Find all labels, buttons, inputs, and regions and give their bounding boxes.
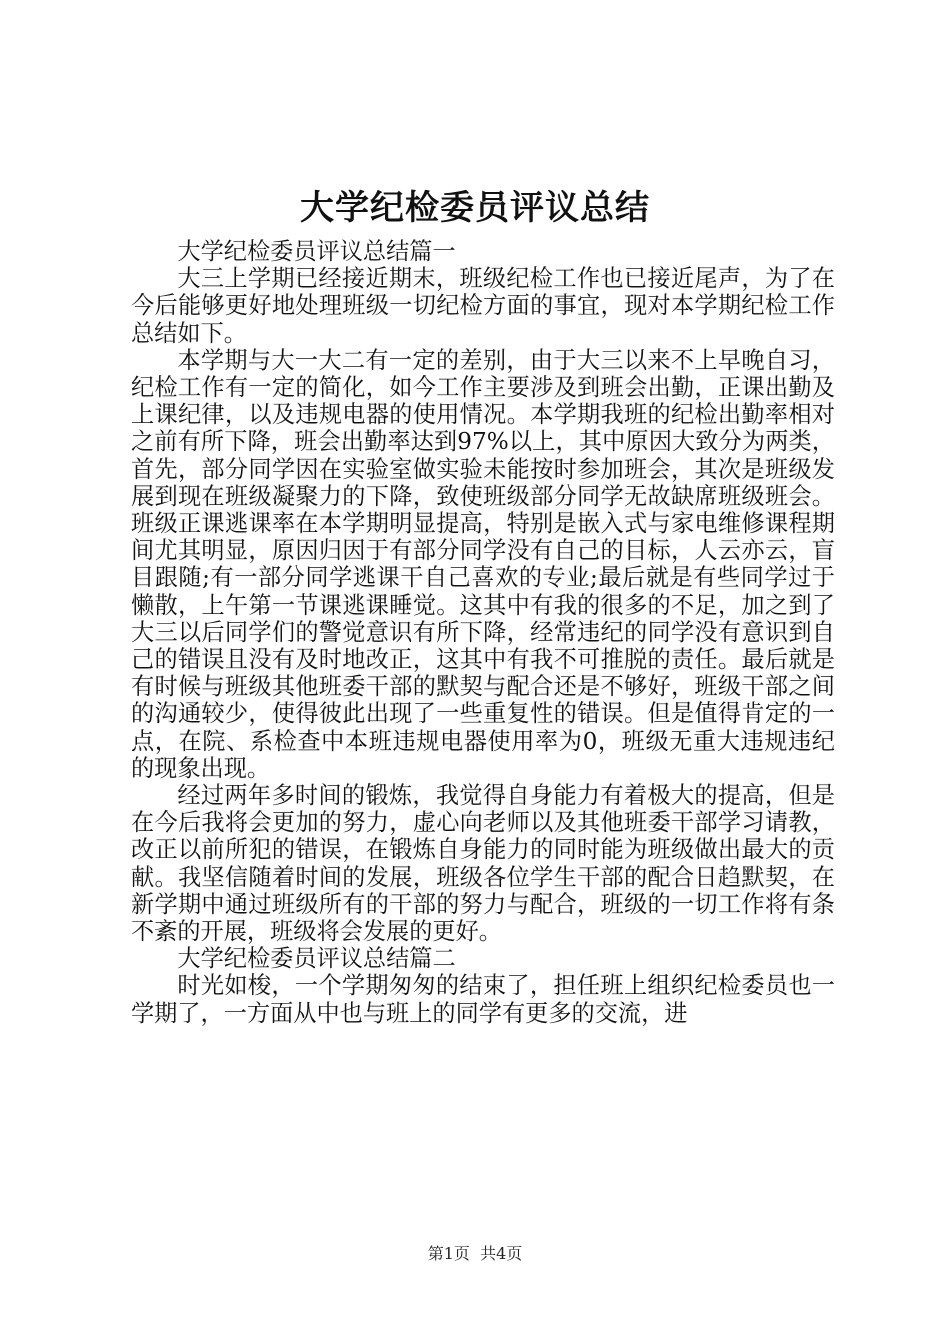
document-body [131, 238, 835, 1027]
footer-separator [470, 1244, 480, 1263]
section-heading-2: 大学纪检委员评议总结篇二 [177, 945, 456, 973]
paragraph: 大三上学期已经接近期末，班级纪检工作也已接近尾声，为了在今后能够更好地处理班级一切纪检方面的事宜，现对本学期纪检工作总结如下。 [131, 265, 835, 347]
section-heading-1: 大学纪检委员评议总结篇一 [177, 238, 456, 265]
page-footer [0, 1244, 950, 1264]
page-total: 共4页 [480, 1244, 523, 1263]
page-number: 第1页 [427, 1244, 470, 1263]
paragraph: 时光如梭，一个学期匆匆的结束了，担任班上组织纪检委员也一学期了，一方面从中也与班上的同学有更多的交流，进 [131, 972, 835, 1027]
paragraph: 经过两年多时间的锻炼，我觉得自身能力有着极大的提高，但是在今后我将会更加的努力，虚心向老师以及其他班委干部学习请教，改正以前所犯的错误，在锻炼自身能力的同时能为班级做出最大的贡献。我坚信随着时间的发展，班级各位学生干部的配合日趋默契，在新学期中通过班级所有的干部的努力与配合，班级的一切工作将有条不紊的开展，班级将会发展的更好。 [131, 782, 835, 946]
paragraph: 本学期与大一大二有一定的差别，由于大三以来不上早晚自习，纪检工作有一定的简化，如今工作主要涉及到班会出勤，正课出勤及上课纪律，以及违规电器的使用情况。本学期我班的纪检出勤率相对之前有所下降，班会出勤率达到97%以上，其中原因大致分为两类，首先，部分同学因在实验室做实验未能按时参加班会，其次是班级发展到现在班级凝聚力的下降，致使班级部分同学无故缺席班级班会。班级正课逃课率在本学期明显提高，特别是嵌入式与家电维修课程期间尤其明显，原因归因于有部分同学没有自己的目标，人云亦云，盲目跟随;有一部分同学逃课干自己喜欢的专业;最后就是有些同学过于懒散，上午第一节课逃课睡觉。这其中有我的很多的不足，加之到了大三以后同学们的警觉意识有所下降，经常违纪的同学没有意识到自己的错误且没有及时地改正，这其中有我不可推脱的责任。最后就是有时候与班级其他班委干部的默契与配合还是不够好，班级干部之间的沟通较少，使得彼此出现了一些重复性的错误。但是值得肯定的一点，在院、系检查中本班违规电器使用率为0，班级无重大违规违纪的现象出现。 [131, 346, 835, 782]
document-title: 大学纪检委员评议总结 [300, 188, 650, 228]
